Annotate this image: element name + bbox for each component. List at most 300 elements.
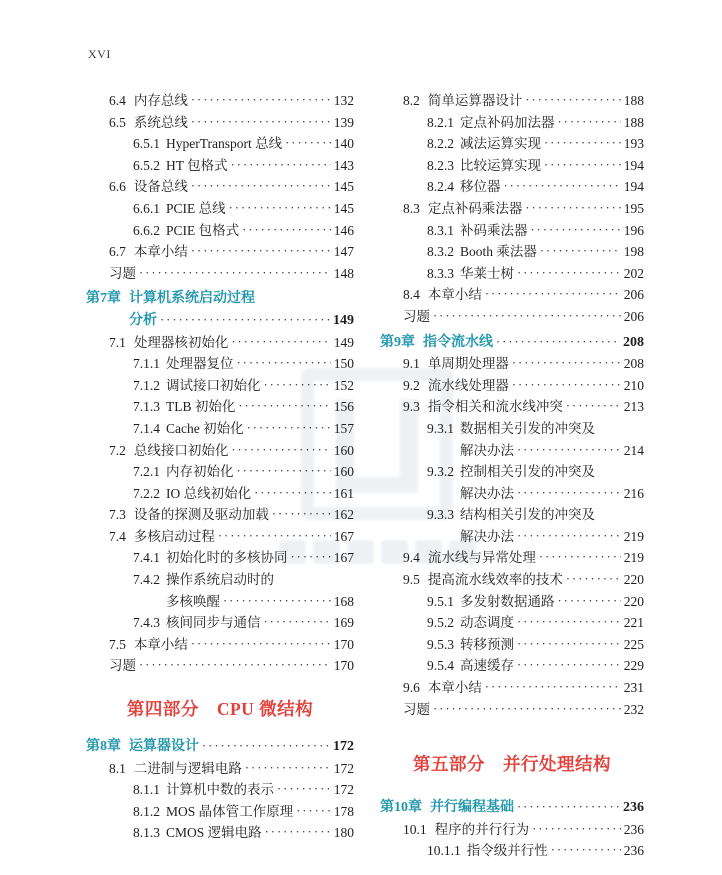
dot-leader — [264, 612, 331, 634]
entry-title: 解决办法 — [460, 528, 514, 544]
entry-number: 9.3.3 — [427, 507, 454, 523]
dot-leader — [551, 840, 621, 862]
toc-entry-continuation — [380, 526, 644, 548]
dot-leader — [231, 332, 330, 354]
page-number: 208 — [623, 356, 644, 372]
entry-number: 9.3.1 — [427, 420, 454, 436]
page-number: 167 — [333, 528, 354, 544]
entry-number: 6.6.2 — [133, 222, 160, 238]
dot-leader — [242, 220, 331, 242]
entry-number: 7.1.2 — [133, 377, 160, 393]
page-number: 206 — [623, 308, 644, 324]
toc-entry — [380, 284, 644, 306]
page-number: 172 — [333, 760, 354, 776]
page-number: 195 — [623, 200, 644, 216]
entry-title: 本章小结 — [133, 244, 188, 260]
entry-title: 调试接口初始化 — [166, 377, 261, 393]
dot-leader — [531, 220, 621, 242]
entry-number: 第9章 — [380, 334, 415, 350]
entry-title: 处理器核初始化 — [133, 334, 229, 350]
toc-entry — [380, 306, 644, 328]
dot-leader — [229, 198, 331, 220]
toc-entry — [86, 241, 354, 263]
dot-leader — [558, 591, 621, 613]
entry-number: 7.1 — [109, 334, 126, 350]
dot-leader — [191, 176, 331, 198]
page-number: 149 — [333, 334, 354, 350]
entry-number: 7.3 — [109, 507, 126, 523]
entry-title: Booth 乘法器 — [460, 244, 537, 260]
toc-entry — [380, 90, 644, 112]
entry-title: 补码乘法器 — [460, 222, 528, 238]
toc-entry — [380, 155, 644, 177]
entry-title: 指令相关和流水线冲突 — [427, 399, 563, 415]
page-number: 172 — [333, 739, 354, 755]
dot-leader — [525, 198, 620, 220]
entry-number: 7.1.4 — [133, 420, 160, 436]
dot-leader — [247, 418, 331, 440]
toc-entry — [86, 198, 354, 220]
toc-entry — [380, 547, 644, 569]
page-number: 172 — [333, 782, 354, 798]
toc-entry — [380, 396, 644, 418]
entry-number: 6.5 — [109, 114, 126, 130]
entry-number: 8.2 — [403, 93, 420, 108]
toc-entry — [380, 569, 644, 591]
dot-leader — [291, 547, 331, 569]
dot-leader — [485, 677, 621, 699]
entry-title: 控制相关引发的冲突及 — [460, 464, 595, 480]
toc-entry — [86, 736, 354, 758]
dot-leader — [237, 461, 331, 483]
dot-leader — [517, 612, 621, 634]
entry-title: 计算机系统启动过程 — [129, 291, 255, 307]
page-number: 146 — [333, 222, 354, 238]
dot-leader — [277, 779, 331, 801]
entry-number: 8.1 — [109, 760, 126, 776]
entry-title: 本章小结 — [427, 680, 482, 696]
entry-number: 10.1.1 — [427, 843, 461, 859]
page-number: 188 — [623, 114, 644, 130]
page-number: 229 — [623, 658, 644, 674]
toc-entry — [380, 655, 644, 677]
dot-leader — [296, 801, 331, 823]
toc-entry — [86, 612, 354, 634]
page-number: 202 — [623, 265, 644, 281]
toc-entry — [86, 220, 354, 242]
dot-leader — [223, 591, 331, 613]
page-number: 188 — [623, 93, 644, 108]
entry-title: 计算机中数的表示 — [166, 782, 274, 798]
toc-entry — [86, 526, 354, 548]
page-number: 236 — [623, 843, 644, 859]
page-number: 221 — [623, 615, 644, 631]
toc-entry — [86, 418, 354, 440]
entry-number: 8.3.2 — [427, 244, 454, 260]
entry-title: 多核唤醒 — [166, 593, 220, 609]
toc-part-heading: 第五部分 并行处理结构 — [413, 754, 611, 775]
toc-entry — [380, 332, 644, 354]
dot-leader — [566, 396, 621, 418]
page-number: 147 — [333, 244, 354, 260]
dot-leader — [532, 819, 621, 841]
entry-title: 本章小结 — [133, 636, 188, 652]
entry-title: 核间同步与通信 — [166, 615, 261, 631]
dot-leader — [496, 332, 620, 354]
entry-number: 9.3 — [403, 399, 420, 415]
toc-entry — [380, 591, 644, 613]
entry-number: 6.5.1 — [133, 136, 160, 152]
page-number: 152 — [333, 377, 354, 393]
entry-number: 6.5.2 — [133, 157, 160, 173]
toc-entry — [86, 801, 354, 823]
entry-title: 初始化时的多核协同 — [166, 550, 288, 566]
entry-number: 6.7 — [109, 244, 126, 260]
dot-leader — [264, 375, 331, 397]
page-number: 161 — [333, 485, 354, 501]
page-number: 143 — [333, 157, 354, 173]
entry-number: 10.1 — [403, 821, 427, 837]
toc-entry — [86, 155, 354, 177]
entry-number: 7.2.2 — [133, 485, 160, 501]
entry-number: 8.1.1 — [133, 782, 160, 798]
toc-entry — [380, 677, 644, 699]
entry-number: 第8章 — [86, 739, 121, 755]
dot-leader — [231, 440, 330, 462]
toc-entry — [86, 176, 354, 198]
page-number: 157 — [333, 420, 354, 436]
entry-title: 习题 — [109, 265, 136, 281]
dot-leader — [191, 634, 331, 656]
entry-number: 8.1.2 — [133, 803, 160, 819]
entry-title: 比较运算实现 — [460, 157, 541, 173]
page-number: 160 — [333, 464, 354, 480]
entry-title: 提高流水线效率的技术 — [427, 572, 563, 588]
toc-entry — [380, 461, 644, 483]
entry-number: 8.3 — [403, 200, 420, 216]
entry-title: 总线接口初始化 — [133, 442, 229, 458]
page-number: 208 — [623, 334, 644, 350]
page-number: 193 — [623, 136, 644, 152]
entry-number: 9.5.3 — [427, 636, 454, 652]
entry-number: 6.6.1 — [133, 200, 160, 216]
toc-entry — [86, 779, 354, 801]
dot-leader — [433, 306, 621, 328]
page-number: 132 — [333, 93, 354, 108]
page-number: 162 — [333, 507, 354, 523]
entry-number: 8.2.2 — [427, 136, 454, 152]
toc-entry — [86, 483, 354, 505]
toc-entry — [380, 198, 644, 220]
entry-title: 动态调度 — [460, 615, 514, 631]
entry-title: 系统总线 — [133, 114, 188, 130]
dot-leader — [517, 526, 621, 548]
entry-title: 解决办法 — [460, 442, 514, 458]
toc-entry — [86, 263, 354, 285]
toc-entry-continuation — [86, 310, 354, 332]
dot-leader — [517, 655, 621, 677]
toc-entry — [86, 440, 354, 462]
toc-entry — [86, 90, 354, 112]
page-number: 219 — [623, 528, 644, 544]
entry-title: 并行编程基础 — [430, 800, 514, 816]
toc-entry — [380, 375, 644, 397]
entry-number: 9.5.4 — [427, 658, 454, 674]
page-number: 170 — [333, 636, 354, 652]
entry-title: 设备的探测及驱动加载 — [133, 507, 269, 523]
entry-title: 本章小结 — [427, 287, 482, 303]
entry-number: 9.5.1 — [427, 593, 454, 609]
dot-leader — [191, 241, 331, 263]
entry-number: 8.2.1 — [427, 114, 454, 130]
page-number: 145 — [333, 179, 354, 195]
dot-leader — [504, 176, 621, 198]
dot-leader — [512, 375, 621, 397]
entry-number: 7.2.1 — [133, 464, 160, 480]
entry-number: 9.1 — [403, 356, 420, 372]
toc-entry — [86, 569, 354, 591]
toc-entry — [86, 758, 354, 780]
toc-entry — [86, 655, 354, 677]
page-number: 219 — [623, 550, 644, 566]
toc-entry — [86, 822, 354, 844]
entry-title: 指令流水线 — [423, 334, 493, 350]
page-number: 236 — [623, 821, 644, 837]
dot-leader — [512, 353, 621, 375]
dot-leader — [517, 263, 621, 285]
page-number: 170 — [333, 658, 354, 674]
toc-entry — [86, 396, 354, 418]
dot-leader — [272, 504, 331, 526]
entry-title: 习题 — [109, 658, 136, 674]
dot-leader — [218, 526, 331, 548]
toc-entry — [86, 133, 354, 155]
toc-entry — [380, 504, 644, 526]
dot-leader — [265, 822, 331, 844]
entry-title: 习题 — [403, 701, 430, 717]
page-number: 232 — [623, 701, 644, 717]
entry-title: 指令级并行性 — [466, 843, 548, 859]
page-number: 160 — [333, 442, 354, 458]
toc-entry — [86, 332, 354, 354]
dot-leader — [517, 797, 620, 819]
entry-title: IO 总线初始化 — [166, 485, 252, 501]
entry-title: 解决办法 — [460, 485, 514, 501]
entry-title: 处理器复位 — [166, 356, 234, 372]
entry-title: Cache 初始化 — [166, 420, 244, 436]
toc-entry — [86, 112, 354, 134]
entry-number: 7.4.3 — [133, 615, 160, 631]
entry-number: 7.4.1 — [133, 550, 160, 566]
page-number: 214 — [623, 442, 644, 458]
page-number: 198 — [623, 244, 644, 260]
toc-entry — [380, 418, 644, 440]
entry-number: 8.4 — [403, 287, 420, 303]
toc-columns — [86, 90, 646, 862]
page-number: 225 — [623, 636, 644, 652]
dot-leader — [285, 133, 331, 155]
entry-title: 定点补码加法器 — [460, 114, 555, 130]
page-number: 167 — [333, 550, 354, 566]
entry-number: 7.1.1 — [133, 356, 160, 372]
entry-title: 分析 — [129, 312, 157, 328]
toc-entry — [380, 112, 644, 134]
dot-leader — [558, 112, 621, 134]
entry-title: 单周期处理器 — [427, 356, 509, 372]
page-number: 180 — [333, 825, 354, 841]
dot-leader — [139, 655, 331, 677]
entry-number: 8.3.3 — [427, 265, 454, 281]
toc-entry — [380, 220, 644, 242]
entry-number: 8.1.3 — [133, 825, 160, 841]
toc-entry — [380, 353, 644, 375]
entry-title: 流水线处理器 — [427, 377, 509, 393]
toc-entry — [380, 241, 644, 263]
entry-number: 8.2.4 — [427, 179, 454, 195]
page-number: 220 — [623, 593, 644, 609]
entry-title: 移位器 — [460, 179, 501, 195]
toc-entry — [380, 797, 644, 819]
page-number: 168 — [333, 593, 354, 609]
page-folio: XVI — [88, 47, 111, 61]
dot-leader — [237, 353, 331, 375]
toc-entry — [380, 819, 644, 841]
toc-entry — [86, 547, 354, 569]
entry-title: HT 包格式 — [166, 157, 228, 173]
dot-leader — [191, 90, 331, 112]
page-number: 231 — [623, 680, 644, 696]
toc-column-right — [380, 90, 644, 862]
entry-title: 多发射数据通路 — [460, 593, 555, 609]
page-number: 169 — [333, 615, 354, 631]
entry-number: 第10章 — [380, 800, 422, 816]
toc-entry — [86, 461, 354, 483]
dot-leader — [517, 483, 621, 505]
toc-entry — [380, 133, 644, 155]
entry-number: 6.4 — [109, 93, 126, 108]
page-number: 149 — [333, 312, 354, 328]
entry-title: 数据相关引发的冲突及 — [460, 420, 595, 436]
entry-title: 多核启动过程 — [133, 528, 215, 544]
toc-entry — [380, 699, 644, 721]
entry-title: 习题 — [403, 308, 430, 324]
entry-number: 8.2.3 — [427, 157, 454, 173]
toc-entry — [86, 288, 354, 310]
dot-leader — [191, 112, 331, 134]
entry-title: 操作系统启动时的 — [166, 572, 274, 588]
toc-entry-continuation — [380, 440, 644, 462]
dot-leader — [231, 155, 331, 177]
entry-title: HyperTransport 总线 — [166, 136, 283, 152]
page-number: 213 — [623, 399, 644, 415]
dot-leader — [245, 758, 331, 780]
toc-entry — [86, 375, 354, 397]
dot-leader — [566, 569, 621, 591]
page-number: 206 — [623, 287, 644, 303]
entry-number: 7.1.3 — [133, 399, 160, 415]
entry-number: 7.5 — [109, 636, 126, 652]
entry-title: 运算器设计 — [129, 739, 199, 755]
page-number: 145 — [333, 200, 354, 216]
entry-title: 定点补码乘法器 — [427, 200, 523, 216]
toc-entry — [86, 353, 354, 375]
dot-leader — [539, 547, 621, 569]
dot-leader — [238, 396, 330, 418]
toc-entry — [86, 634, 354, 656]
page-number: 210 — [623, 377, 644, 393]
entry-number: 9.4 — [403, 550, 420, 566]
entry-title: TLB 初始化 — [166, 399, 236, 415]
dot-leader — [544, 155, 621, 177]
toc-column-left — [86, 90, 354, 862]
page-number: 178 — [333, 803, 354, 819]
page-number: 148 — [333, 265, 354, 281]
toc-entry — [380, 263, 644, 285]
entry-number: 6.6 — [109, 179, 126, 195]
dot-leader — [525, 90, 620, 112]
entry-number: 7.2 — [109, 442, 126, 458]
entry-title: 内存总线 — [133, 93, 188, 108]
entry-title: CMOS 逻辑电路 — [166, 825, 262, 841]
dot-leader — [160, 310, 330, 332]
dot-leader — [254, 483, 331, 505]
toc-entry — [380, 840, 644, 862]
entry-title: 设备总线 — [133, 179, 188, 195]
entry-title: 二进制与逻辑电路 — [133, 760, 242, 776]
dot-leader — [202, 736, 330, 758]
entry-number: 7.4.2 — [133, 572, 160, 588]
toc-part-heading: 第四部分 CPU 微结构 — [126, 699, 314, 720]
toc-entry — [380, 612, 644, 634]
entry-number: 9.5 — [403, 572, 420, 588]
page-number: 220 — [623, 572, 644, 588]
entry-title: 高速缓存 — [460, 658, 514, 674]
page-number: 196 — [623, 222, 644, 238]
page-number: 156 — [333, 399, 354, 415]
dot-leader — [540, 241, 621, 263]
entry-title: 结构相关引发的冲突及 — [460, 507, 595, 523]
page-number: 216 — [623, 485, 644, 501]
dot-leader — [139, 263, 331, 285]
entry-title: 华莱士树 — [460, 265, 514, 281]
dot-leader — [485, 284, 621, 306]
entry-title: 转移预测 — [460, 636, 514, 652]
entry-number: 8.3.1 — [427, 222, 454, 238]
page-number: 194 — [623, 179, 644, 195]
entry-number: 9.6 — [403, 680, 420, 696]
page-number: 139 — [333, 114, 354, 130]
toc-entry — [380, 634, 644, 656]
toc-entry-continuation — [380, 483, 644, 505]
entry-title: PCIE 总线 — [166, 200, 226, 216]
entry-number: 第7章 — [86, 291, 121, 307]
toc-entry — [86, 504, 354, 526]
dot-leader — [433, 699, 621, 721]
entry-title: 流水线与异常处理 — [427, 550, 536, 566]
page-number: 194 — [623, 157, 644, 173]
entry-title: 减法运算实现 — [460, 136, 541, 152]
entry-title: 简单运算器设计 — [427, 93, 523, 108]
entry-number: 7.4 — [109, 528, 126, 544]
entry-number: 9.2 — [403, 377, 420, 393]
page-number: 236 — [623, 800, 644, 816]
entry-number: 9.5.2 — [427, 615, 454, 631]
entry-title: MOS 晶体管工作原理 — [166, 803, 294, 819]
dot-leader — [517, 634, 621, 656]
toc-entry-continuation — [86, 591, 354, 613]
toc-entry — [380, 176, 644, 198]
dot-leader — [544, 133, 621, 155]
